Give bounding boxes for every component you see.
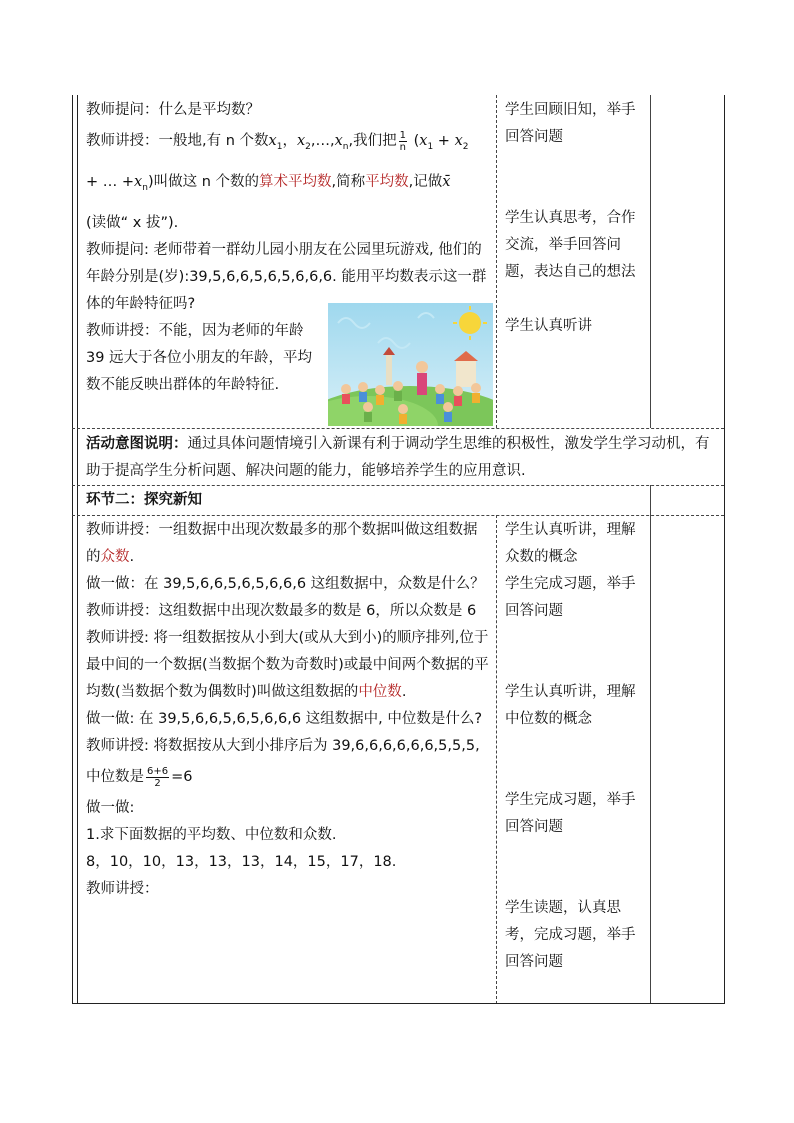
column-divider-bottom [496, 515, 497, 1004]
student-activity-mode-cell [505, 517, 645, 625]
student-activity-discuss-cell [505, 205, 645, 286]
student-activity-listen-cell [505, 313, 645, 340]
activity-intent [86, 431, 716, 485]
student-activity-median-exercise: 学生完成习题，举手回答问题 [505, 792, 636, 835]
exercise-1: 1.求下面数据的平均数、中位数和众数. [86, 827, 337, 843]
term-mode: 众数 [100, 549, 130, 565]
row-divider-1 [72, 428, 724, 429]
student-activity-listen: 学生认真听讲 [505, 318, 592, 334]
stage2-title: 环节二：探究新知 [86, 492, 202, 508]
question-what-is-mean: 教师提问：什么是平均数？ [86, 102, 260, 118]
student-activity-median-cell [505, 679, 645, 733]
row-divider-2 [72, 485, 724, 486]
table-left-border [72, 95, 73, 1004]
term-median: 中位数 [358, 684, 402, 700]
teacher-explanation-ages: 教师讲授：不能，因为老师的年龄 39 远大于各位小朋友的年龄，平均数不能反映出群体的年龄特征. [86, 322, 313, 393]
median-result: 中位数是 $\frac{6+6}{2}$ =6 [86, 765, 193, 789]
notes-column-divider-mid [650, 485, 651, 515]
sorted-data: 教师讲授: 将数据按从大到小排序后为 39,6,6,6,6,6,6,5,5,5, [86, 738, 480, 754]
intent-label: 活动意图说明： [86, 436, 188, 452]
question-ages: 教师提问: 老师带着一群幼儿园小朋友在公园里玩游戏, 他们的年龄分别是(岁):39,5,6,6,5,6,5,6,6,6. 能用平均数表示这一群体的年龄特征吗? [86, 241, 487, 312]
median-definition: 教师讲授: 将一组数据按从小到大(或从大到小)的顺序排列,位于最中间的一个数据(当数据个数为奇数时)或最中间两个数据的平均数(当数据个数为偶数时)叫做这组数据的中位数. [86, 630, 489, 700]
fraction-one-over-n: $\frac{1}{n}$ [399, 129, 406, 153]
term-mean: 平均数 [365, 173, 409, 190]
row-divider-3 [72, 515, 724, 516]
student-activity-mode-concept: 学生认真听讲，理解众数的概念 [505, 522, 636, 565]
mode-definition: 教师讲授：一组数据中出现次数最多的那个数据叫做这组数据的众数. [86, 522, 478, 565]
intent-text: 通过具体问题情境引入新课有利于调动学生思维的积极性，激发学生学习动机，有助于提高学生分析问题、解决问题的能力，能够培养学生的应用意识. [86, 436, 710, 479]
student-activity-read-cell [505, 895, 645, 976]
exercise-1-data: 8，10，10，13，13，13，14，15，17，18. [86, 854, 397, 870]
student-activity-median-exercise-cell [505, 787, 645, 841]
exercise-median: 做一做: 在 39,5,6,6,5,6,5,6,6,6 这组数据中, 中位数是什么? [86, 711, 483, 727]
sun-icon [459, 312, 481, 334]
student-activity-median-concept: 学生认真听讲，理解中位数的概念 [505, 684, 636, 727]
student-activity-mode-exercise: 学生完成习题，举手回答问题 [505, 576, 636, 619]
park-children-illustration [328, 303, 493, 426]
answer-mode: 教师讲授：这组数据中出现次数最多的数是 6，所以众数是 6 [86, 603, 477, 619]
definition-line-2: + … $+x_n$)叫做这 n 个数的算术平均数,简称平均数,记做x̄ [86, 173, 451, 193]
student-activity-read: 学生读题，认真思考，完成习题，举手回答问题 [505, 900, 636, 970]
term-arithmetic-mean: 算术平均数 [259, 173, 332, 190]
section1-student-activities [505, 97, 645, 151]
exercise-heading: 做一做: [86, 800, 135, 816]
lesson-plan-table [72, 95, 724, 1004]
student-activity-discuss: 学生认真思考，合作交流，举手回答问题，表达自己的想法 [505, 210, 636, 280]
fraction-median: $\frac{6+6}{2}$ [147, 765, 169, 789]
definition-line-1: 教师讲授：一般地,有 n 个数$x_1$，$x_2,\dots,x_n$,我们把 $\frac{1}{n}$ ($x_1 + x_2$ [86, 129, 469, 153]
notes-column-divider-top [650, 95, 651, 428]
teacher-explanation-label: 教师讲授： [86, 881, 159, 897]
table-inner-left-border [77, 95, 78, 1004]
park-scene-image [328, 303, 493, 426]
table-bottom-border [72, 1003, 724, 1004]
student-activity-review: 学生回顾旧知，举手回答问题 [505, 102, 636, 145]
notes-column-divider-bottom [650, 515, 651, 1004]
column-divider-top [496, 95, 497, 428]
pronunciation-note: (读做“ x 拔”). [86, 214, 179, 231]
exercise-mode: 做一做：在 39,5,6,6,5,6,5,6,6,6 这组数据中，众数是什么？ [86, 576, 485, 592]
section2-teacher-content [86, 517, 491, 903]
table-right-border [724, 95, 725, 1004]
